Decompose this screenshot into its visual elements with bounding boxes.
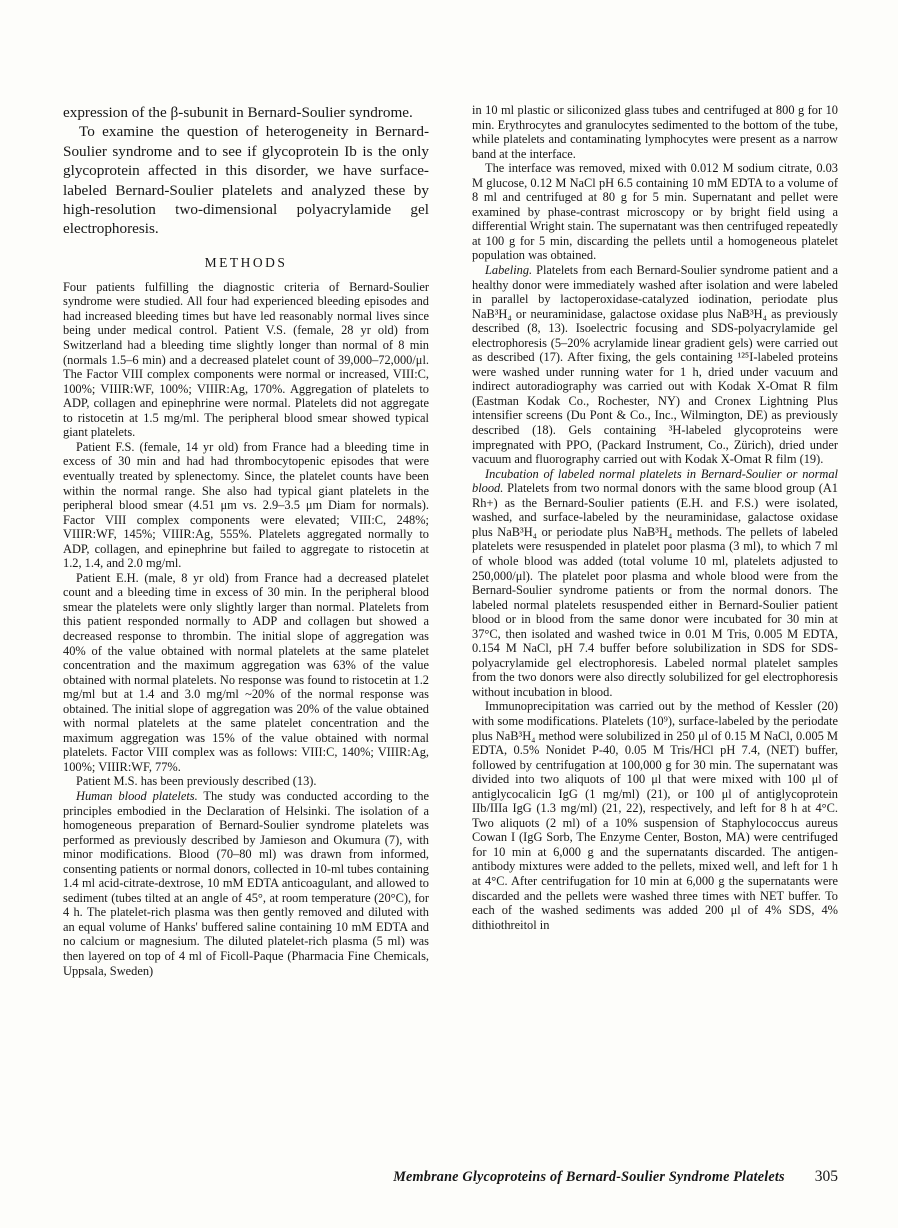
right-column xyxy=(472,103,838,978)
paragraph-text: The study was conducted according to the principles embodied in the Declaration of Helsinki. The isolation of a homogeneous preparation of Bernard-Soulier syndrome platelets was performed as previously described by Jamieson and Okumura (7), with minor modifications. Blood (70–80 ml) was drawn from informed, consenting patients or normal donors, collected in 10-ml tubes containing 1.4 ml acid-citrate-dextrose, 10 mM EDTA anticoagulant, and allowed to sediment (tubes tilted at an angle of 45°, at room temperature (20°C), for 4 h. The platelet-rich plasma was then gently removed and diluted with an equal volume of Hanks' buffered saline containing 10 mM EDTA and no calcium or magnesium. The diluted platelet-rich plasma (5 ml) was then layered on top of 4 ml of Ficoll-Paque (Pharmacia Fine Chemicals, Uppsala, Sweden) xyxy=(63,788,430,978)
paragraph-lead: Labeling. xyxy=(485,263,533,278)
paragraph xyxy=(472,467,838,700)
paragraph xyxy=(472,699,838,932)
paragraph-lead: Human blood platelets. xyxy=(76,788,198,803)
paragraph-text: expression of the β-subunit in Bernard-Soulier syndrome. xyxy=(63,104,413,121)
page-footer xyxy=(63,1168,838,1186)
page-number: 305 xyxy=(814,1168,838,1185)
paragraph-text: in 10 ml plastic or siliconized glass tubes and centrifuged at 800 g for 10 min. Erythrocytes and granulocytes sedimented to the bottom of the tube, while platelets and contaminating lymphocytes were present as a narrow band at the interface. xyxy=(472,103,838,161)
paragraph xyxy=(63,103,429,122)
section-heading-methods: METHODS xyxy=(204,254,288,270)
paragraph xyxy=(63,440,429,571)
paragraph xyxy=(63,571,429,775)
paragraph-text: Platelets from two normal donors with the same blood group (A1 Rh+) as the Bernard-Soulier patients (E.H. and F.S.) were isolated, washed, and surface-labeled by the neuraminidase, galactose oxidase plus NaB³H₄ or periodate plus NaB³H₄ methods. The pellets of labeled platelets were resuspended in platelet poor plasma (3 ml), to which 7 ml of whole blood was added (total volume 10 ml, platelets adjusted to 250,000/μl). The platelet poor plasma and whole blood were from the Bernard-Soulier syndrome patients or from the normal donors. The labeled normal platelets resuspended either in Bernard-Soulier patient blood or in blood from the same donor were incubated for 30 min at 37°C, then isolated and washed twice in 0.01 M Tris, 0.005 M EDTA, 0.154 M NaCl, pH 7.4 buffer before solubilization in SDS for SDS-polyacrylamide gel electrophoresis. Labeled normal platelet samples from the two donors were also directly solubilized for gel electrophoresis without incubation in blood. xyxy=(472,481,838,699)
paragraph xyxy=(63,789,429,978)
paragraph-text: Platelets from each Bernard-Soulier syndrome patient and a healthy donor were immediately washed after isolation and were labeled in parallel by lactoperoxidase-catalyzed iodination, periodate plus NaB³H₄ or neuraminidase, galactose oxidase plus NaB³H₄ as previously described (8, 13). Isoelectric focusing and SDS-polyacrylamide gel electrophoresis (5–20% acrylamide linear gradient gels) were carried out as described (17). After fixing, the gels containing ¹²⁵I-labeled proteins were washed under running water for 1 h, dried under vacuum and indirect autoradiography was carried out with Kodak X-Omat R film (Eastman Kodak Co., Rochester, NY) and Cronex Lightning Plus intensifier screens (Du Pont & Co., Inc., Wilmington, DE) as previously described (18). Gels containing ³H-labeled glycoproteins were impregnated with PPO, (Packard Instrument, Co., Zürich), dried under vacuum and fluorography carried out with Kodak X-Omat R film (19). xyxy=(472,263,838,467)
paragraph xyxy=(472,263,838,467)
paragraph xyxy=(472,161,838,263)
paragraph-text: Patient F.S. (female, 14 yr old) from France had a bleeding time in excess of 30 min and had had thrombocytopenic episodes that were eventually treated by splenectomy. Since, the platelet counts have been within the normal range. She also had typical giant platelets in the peripheral blood smear (4.51 μm vs. 2.9–3.5 μm Diam for normals). Factor VIII complex components were elevated; VIII:C, 248%; VIIIR:WF, 145%; VIIIR:Ag, 555%. Platelets aggregated normally to ADP, collagen, and epinephrine but failed to aggregate to ristocetin at 1.2, 1.4, and 2.0 mg/ml. xyxy=(63,439,429,571)
paragraph-text: Patient E.H. (male, 8 yr old) from France had a decreased platelet count and a bleeding time in excess of 30 min. In the peripheral blood smear the platelets were only slightly larger than normal. Platelets from this patient responded normally to ADP and collagen but showed a decreased response to thrombin. The initial slope of aggregation was 40% of the value obtained with normal platelets at the same platelet concentration and the maximum aggregation was 63% of the value obtained with normal platelets. No response was found to ristocetin at 1.2 mg/ml but at 1.4 and 3.0 mg/ml ~20% of the normal response was obtained. The initial slope of aggregation was 20% of the value obtained with normal platelets at the same platelet concentration and the maximum aggregation was 15% of the value obtained with normal platelets. Factor VIII complex was as follows: VIII:C, 140%; VIIIR:Ag, 100%; VIIIR:WF, 77%. xyxy=(63,570,429,774)
paragraph xyxy=(472,103,838,161)
paragraph-text: Immunoprecipitation was carried out by the method of Kessler (20) with some modifications. Platelets (10⁹), surface-labeled by the periodate plus NaB³H₄ method were solubilized in 250 μl of 0.15 M NaCl, 0.005 M EDTA, 0.5% Nonidet P-40, 0.05 M Tris/HCl pH 7.4, (NET) buffer, followed by centrifugation at 100,000 g for 30 min. The supernatant was divided into two aliquots of 100 μl that were mixed with 100 μl of antiglycocalicin IgG (1 mg/ml) (21), or 100 μl of antiglycoprotein IIb/IIIa IgG (1.3 mg/ml) (21, 22), respectively, and left for 8 h at 4°C. Two aliquots (2 ml) of a 10% suspension of Staphylococcus aureus Cowan I (IgG Sorb, The Enzyme Center, Boston, MA) were centrifuged for 10 min at 6,000 g and the supernatants discarded. The antigen-antibody mixtures were added to the pellets, mixed well, and left for 1 h at 4°C. After centrifugation for 10 min at 6,000 g the supernatants were discarded and the pellets were washed three times with NET buffer. To each of the washed sediments was added 200 μl of 4% SDS, 4% dithiothreitol in xyxy=(472,699,838,932)
running-footer-title: Membrane Glycoproteins of Bernard-Soulier Syndrome Platelets xyxy=(393,1169,785,1185)
left-column xyxy=(63,103,429,978)
introduction-section xyxy=(63,103,429,239)
paragraph xyxy=(63,122,429,238)
two-column-text-block xyxy=(63,103,838,978)
paragraph xyxy=(63,280,429,440)
paragraph-text: To examine the question of heterogeneity in Bernard-Soulier syndrome and to see if glycoprotein Ib is the only glycoprotein affected in this disorder, we have surface-labeled Bernard-Soulier platelets and analyzed these by high-resolution two-dimensional polyacrylamide gel electrophoresis. xyxy=(63,123,429,238)
paragraph xyxy=(63,774,429,789)
methods-section-left xyxy=(63,280,429,978)
paragraph-text: Four patients fulfilling the diagnostic criteria of Bernard-Soulier syndrome were studied. All four had experienced bleeding episodes and had increased bleeding times but have led reasonably normal lives since being under medical control. Patient V.S. (female, 28 yr old) from Switzerland had a bleeding time slightly longer than normal of 8 min (normals 1.5–6 min) and a decreased platelet count of 39,000–72,000/μl. The Factor VIII complex components were normal or increased, VIII:C, 100%; VIIIR:WF, 100%; VIIIR:Ag, 170%. Aggregation of platelets to ADP, collagen and epinephrine were normal. Platelets did not aggregate to ristocetin at 1.5 mg/ml. The peripheral blood smear showed typical giant platelets. xyxy=(63,279,429,440)
paragraph-lead: Incubation of labeled normal platelets in Bernard-Soulier or normal blood. xyxy=(472,466,838,496)
paragraph-text: Patient M.S. has been previously described (13). xyxy=(76,774,317,789)
paragraph-text: The interface was removed, mixed with 0.012 M sodium citrate, 0.03 M glucose, 0.12 M NaCl pH 6.5 containing 10 mM EDTA to a volume of 8 ml and centrifuged at 80 g for 5 min. Supernatant and pellet were examined by phase-contrast microscopy or by bright field using a differential Wright stain. The supernatant was then centrifuged repeatedly at 100 g for 5 min, discarding the pellets until a homogeneous platelet population was obtained. xyxy=(472,161,838,263)
methods-section-right xyxy=(472,103,838,932)
